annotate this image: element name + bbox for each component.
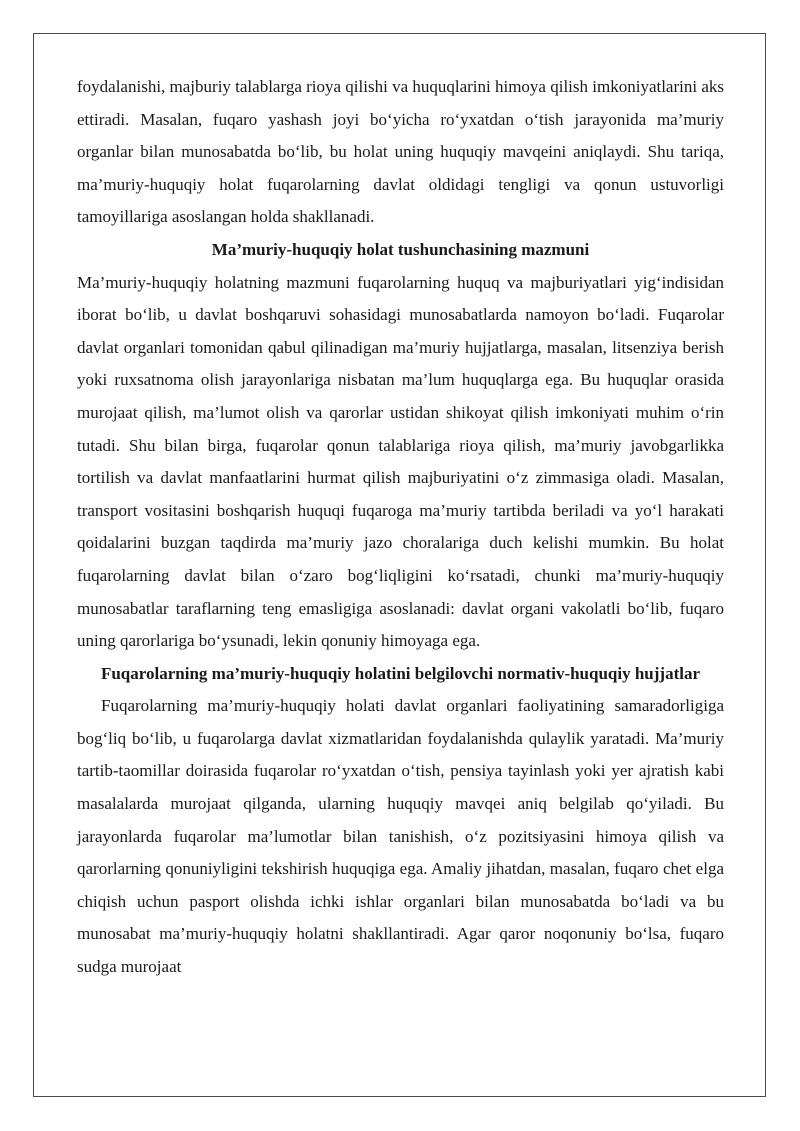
paragraph-content: Ma’muriy-huquqiy holatning mazmuni fuqarolarning huquq va majburiyatlari yig‘indisidan iborat bo‘lib, u davlat boshqaruvi sohasidagi munosabatlarda namoyon bo‘ladi. Fuqarolar davlat organlari tomonidan qabul qilinadigan ma’muriy hujjatlarga, masalan, litsenziya berish yoki ruxsatnoma olish jarayonlariga nisbatan ma’lum huquqlarga ega. Bu huquqlar orasida murojaat qilish, ma’lumot olish va qarorlar ustidan shikoyat qilish imkoniyati muhim o‘rin tutadi. Shu bilan birga, fuqarolar qonun talablariga rioya qilish, ma’muriy javobgarlikka tortilish va davlat manfaatlarini hurmat qilish majburiyatini o‘z zimmasiga oladi. Masalan, transport vositasini boshqarish huquqi fuqaroga ma’muriy tartibda beriladi va yo‘l harakati qoidalarini buzgan taqdirda ma’muriy jazo choralariga duch kelishi mumkin. Bu holat fuqarolarning davlat bilan o‘zaro bog‘liqligini ko‘rsatadi, chunki ma’muriy-huquqiy munosabatlar taraflarning teng emasligiga asoslanadi: davlat organi vakolatli bo‘lib, fuqaro uning qarorlariga bo‘ysunadi, lekin qonuniy himoyaga ega.	[77, 272, 724, 651]
paragraph-normative-acts: Fuqarolarning ma’muriy-huquqiy holati davlat organlari faoliyatining samaradorligiga bog‘liq bo‘lib, u fuqarolarga davlat xizmatlaridan foydalanishda qulaylik yaratadi. Ma’muriy tartib-taomillar doirasida fuqarolar ro‘yxatdan o‘tish, pensiya tayinlash yoki yer ajratish kabi masalalarda murojaat qilganda, ularning huquqiy mavqei aniq belgilab qo‘yiladi. Bu jarayonlarda fuqarolar ma’lumotlar bilan tanishish, o‘z pozitsiyasini himoya qilish va qarorlarning qonuniyligini tekshirish huquqiga ega. Amaliy jihatdan, masalan, fuqaro chet elga chiqish uchun pasport olishda ichki ishlar organlari bilan munosabatda bo‘ladi va bu munosabat ma’muriy-huquqiy holatni shakllantiradi. Agar qaror noqonuniy bo‘lsa, fuqaro sudga murojaat	[77, 696, 724, 977]
document-body	[77, 71, 724, 984]
section-heading-content: Ma’muriy-huquqiy holat tushunchasining mazmuni	[211, 239, 590, 259]
section-heading-normative-acts: Fuqarolarning ma’muriy-huquqiy holatini belgilovchi normativ-huquqiy hujjatlar	[100, 663, 701, 683]
paragraph-continuation: foydalanishi, majburiy talablarga rioya qilishi va huquqlarini himoya qilish imkoniyatlarini aks ettiradi. Masalan, fuqaro yashash joyi bo‘yicha ro‘yxatdan o‘tish jarayonida ma’muriy organlar bilan munosabatda bo‘lib, bu holat uning huquqiy mavqeini aniqlaydi. Shu tariqa, ma’muriy-huquqiy holat fuqarolarning davlat oldidagi tengligi va qonun ustuvorligi tamoyillariga asoslangan holda shakllanadi.	[77, 77, 724, 227]
